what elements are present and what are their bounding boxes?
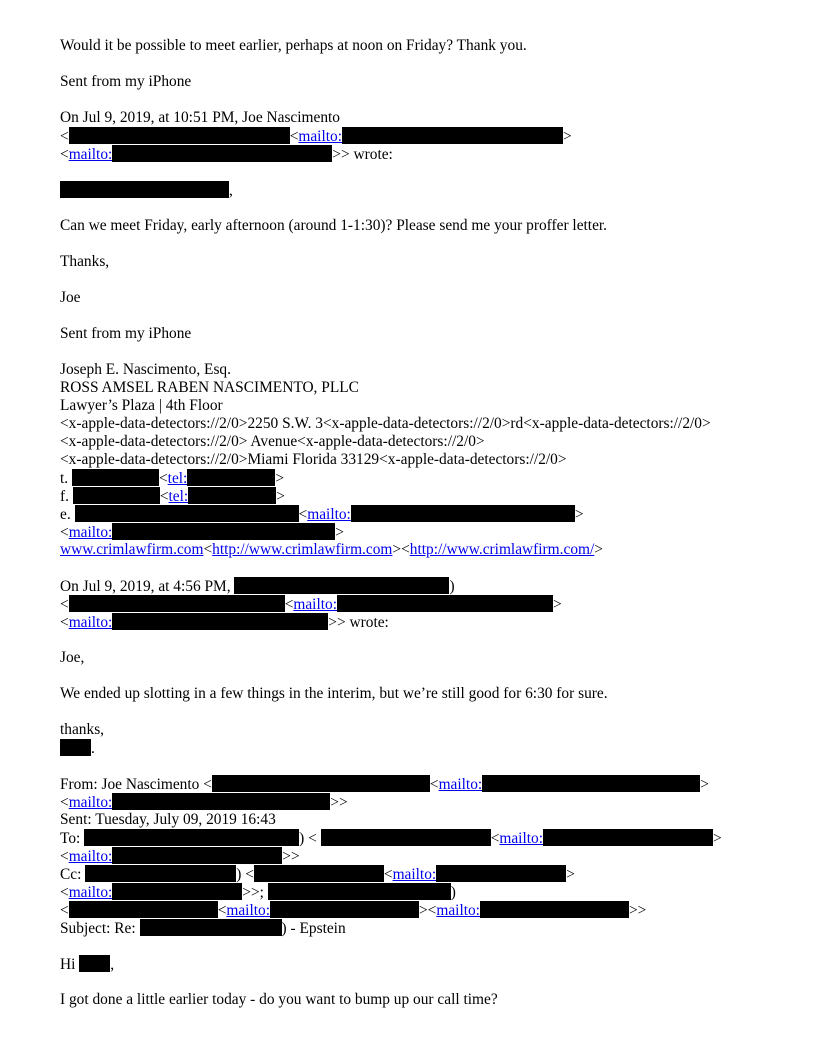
text-line: We ended up slotting in a few things in the interim, but we’re still good for 6:30 for sure. [60, 685, 608, 702]
redaction-bar [112, 793, 330, 810]
redaction-bar [112, 145, 332, 162]
phone-line: t. <tel: > [60, 470, 285, 487]
greeting-line: , [60, 181, 233, 200]
redaction-bar [112, 883, 242, 900]
redaction-bar [268, 883, 451, 900]
signoff-line: . [60, 739, 95, 758]
email-address-line: <mailto: >> [60, 794, 348, 811]
website-link[interactable]: http://www.crimlawfirm.com [212, 541, 393, 558]
mailto-link[interactable]: mailto: [499, 830, 543, 847]
redaction-bar [321, 829, 491, 846]
redaction-bar [482, 775, 700, 792]
mailto-link[interactable]: mailto: [436, 902, 480, 919]
tel-link[interactable]: tel: [167, 470, 188, 487]
signature-line: Lawyer’s Plaza | 4th Floor [60, 397, 223, 414]
to-header: To: ) < <mailto: > [60, 830, 722, 847]
redaction-bar [69, 901, 218, 918]
mailto-link[interactable]: mailto: [293, 596, 337, 613]
redaction-bar [73, 487, 160, 504]
redaction-bar [79, 955, 110, 972]
redaction-bar [72, 469, 159, 486]
email-address-line: <mailto: >> wrote: [60, 614, 389, 631]
text-line: Joe, [60, 649, 85, 666]
text-line: Sent from my iPhone [60, 325, 192, 342]
redaction-bar [112, 613, 328, 630]
redaction-bar [342, 127, 563, 144]
redaction-bar [84, 829, 299, 846]
redaction-bar [543, 829, 713, 846]
text-line: Would it be possible to meet earlier, perhaps at noon on Friday? Thank you. [60, 37, 527, 54]
redaction-bar [69, 595, 285, 612]
redaction-bar [112, 847, 282, 864]
text-line: Joe [60, 289, 81, 306]
mailto-link[interactable]: mailto: [226, 902, 270, 919]
redaction-bar [351, 505, 575, 522]
signature-line: <x-apple-data-detectors://2/0> Avenue<x-apple-data-detectors://2/0> [60, 433, 485, 450]
redaction-bar [480, 901, 629, 918]
text-line: thanks, [60, 721, 105, 738]
redaction-bar [436, 865, 566, 882]
redaction-bar [212, 775, 430, 792]
email-address-line: <mailto: >> wrote: [60, 146, 393, 163]
email-address-line: < <mailto: > [60, 128, 572, 145]
redaction-bar [140, 919, 282, 936]
mailto-link[interactable]: mailto: [307, 506, 351, 523]
mailto-link[interactable]: mailto: [68, 146, 113, 163]
redaction-bar [188, 487, 276, 504]
quote-header: On Jul 9, 2019, at 4:56 PM, ) [60, 578, 455, 595]
redaction-bar [69, 127, 290, 144]
email-line: e. <mailto: > [60, 506, 584, 523]
redaction-bar [75, 505, 299, 522]
mailto-link[interactable]: mailto: [392, 866, 437, 883]
website-line: www.crimlawfirm.com<http://www.crimlawfirm.com><http://www.crimlawfirm.com/> [60, 541, 603, 558]
email-address-line: < <mailto: > [60, 596, 562, 613]
text-line: Sent from my iPhone [60, 73, 192, 90]
greeting-line: Hi , [60, 956, 115, 973]
redaction-bar [60, 739, 91, 756]
redaction-bar [337, 595, 553, 612]
text-line: Can we meet Friday, early afternoon (around 1-1:30)? Please send me your proffer letter. [60, 217, 608, 234]
sent-header: Sent: Tuesday, July 09, 2019 16:43 [60, 811, 276, 828]
email-address-line: <mailto: >> [60, 848, 300, 865]
mailto-link[interactable]: mailto: [298, 128, 342, 145]
email-address-line: <mailto: > [60, 524, 344, 541]
email-address-line: < <mailto: ><mailto: >> [60, 902, 647, 919]
cc-header: Cc: ) < <mailto: > [60, 866, 575, 883]
mailto-link[interactable]: mailto: [438, 776, 483, 793]
subject-header: Subject: Re: ) - Epstein [60, 920, 346, 937]
website-link[interactable]: www.crimlawfirm.com [60, 541, 204, 558]
text-line: I got done a little earlier today - do you want to bump up our call time? [60, 991, 498, 1008]
signature-line: Joseph E. Nascimento, Esq. [60, 361, 231, 378]
from-header: From: Joe Nascimento < <mailto: > [60, 776, 709, 793]
redaction-bar [187, 469, 275, 486]
signature-line: <x-apple-data-detectors://2/0>2250 S.W. 3<x-apple-data-detectors://2/0>rd<x-apple-data-detectors://2/0> [60, 415, 711, 432]
mailto-link[interactable]: mailto: [68, 794, 113, 811]
redaction-bar [234, 577, 449, 594]
fax-line: f. <tel: > [60, 488, 285, 505]
mailto-link[interactable]: mailto: [68, 614, 113, 631]
signature-line: <x-apple-data-detectors://2/0>Miami Florida 33129<x-apple-data-detectors://2/0> [60, 451, 567, 468]
redaction-bar [60, 181, 229, 198]
signature-line: ROSS AMSEL RABEN NASCIMENTO, PLLC [60, 379, 359, 396]
text-line: Thanks, [60, 253, 110, 270]
mailto-link[interactable]: mailto: [68, 848, 113, 865]
redaction-bar [112, 523, 335, 540]
redaction-bar [270, 901, 419, 918]
website-link[interactable]: http://www.crimlawfirm.com/ [409, 541, 595, 558]
quote-header: On Jul 9, 2019, at 10:51 PM, Joe Nascimento [60, 109, 341, 126]
mailto-link[interactable]: mailto: [68, 524, 113, 541]
redaction-bar [85, 865, 236, 882]
redaction-bar [254, 865, 384, 882]
email-address-line: <mailto: >>; ) [60, 884, 456, 901]
mailto-link[interactable]: mailto: [68, 884, 113, 901]
tel-link[interactable]: tel: [168, 488, 189, 505]
